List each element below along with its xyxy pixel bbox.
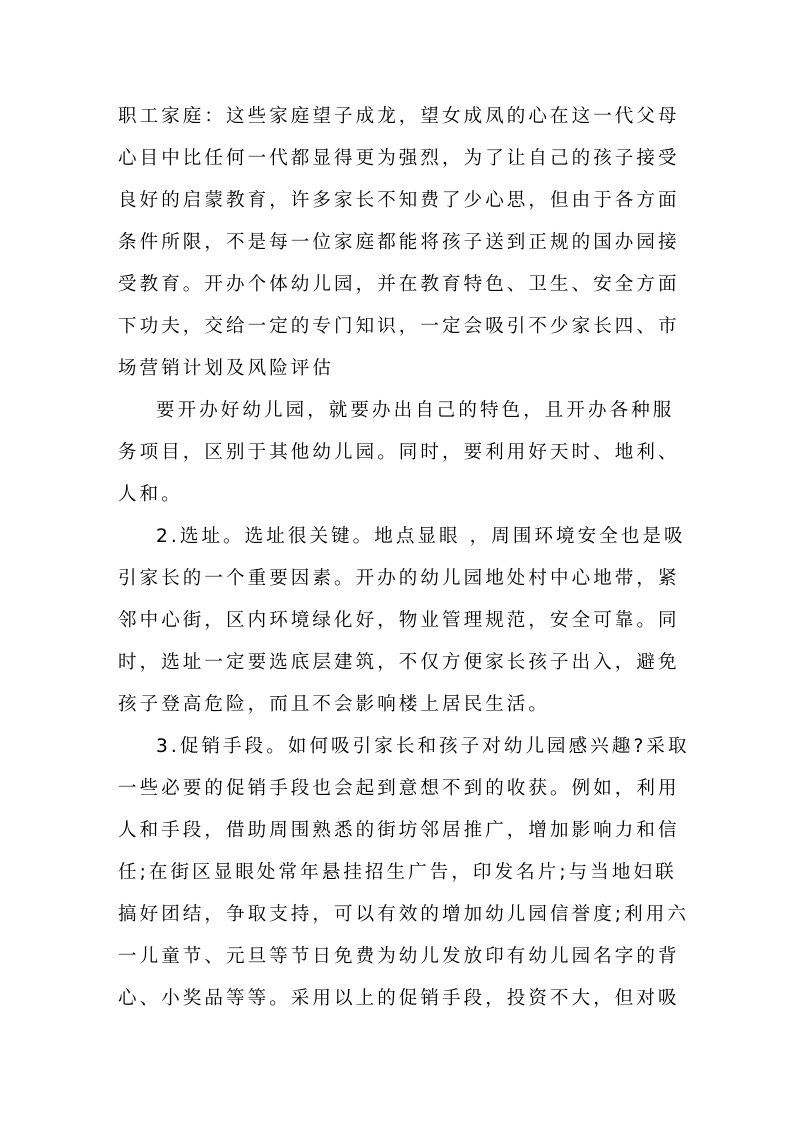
paragraph-start-line: 2.选址。选址很关键。地点显眼 ，周围环境安全也是吸: [156, 526, 686, 547]
text-line: 心目中比任何一代都显得更为强烈，为了让自己的孩子接受: [118, 148, 680, 169]
text-line: 条件所限，不是每一位家庭都能将孩子送到正规的国办园接: [118, 232, 680, 253]
text-line: 孩子登高危险，而且不会影响楼上居民生活。: [118, 694, 551, 715]
text-line: 一些必要的促销手段也会起到意想不到的收获。例如，利用: [118, 778, 680, 799]
text-line: 下功夫，交给一定的专门知识，一定会吸引不少家长四、市: [118, 316, 680, 337]
text-line: 人和手段，借助周围熟悉的街坊邻居推广，增加影响力和信: [118, 820, 680, 841]
text-line: 心、小奖品等等。采用以上的促销手段，投资不大，但对吸: [118, 988, 680, 1009]
text-line: 搞好团结，争取支持，可以有效的增加幼儿园信誉度;利用六: [118, 904, 689, 925]
text-line: 务项目，区别于其他幼儿园。同时，要利用好天时、地利、: [118, 442, 680, 463]
text-line: 受教育。开办个体幼儿园，并在教育特色、卫生、安全方面: [118, 274, 680, 295]
paragraph-start-line: 3.促销手段。如何吸引家长和孩子对幼儿园感兴趣?采取: [156, 736, 690, 757]
document-body: [118, 96, 690, 1020]
text-line: 场营销计划及风险评估: [118, 358, 335, 379]
text-line: 人和。: [118, 484, 183, 505]
text-line: 任;在街区显眼处常年悬挂招生广告，印发名片;与当地妇联: [118, 862, 677, 883]
text-line: 良好的启蒙教育，许多家长不知费了少心思，但由于各方面: [118, 190, 680, 211]
text-line: 邻中心街，区内环境绿化好，物业管理规范，安全可靠。同: [118, 610, 680, 631]
paragraph-start-line: 要开办好幼儿园，就要办出自己的特色，且开办各种服: [156, 400, 675, 421]
text-line: 时，选址一定要选底层建筑，不仅方便家长孩子出入，避免: [118, 652, 680, 673]
text-line: 一儿童节、元旦等节日免费为幼儿发放印有幼儿园名字的背: [118, 946, 680, 967]
text-line: 引家长的一个重要因素。开办的幼儿园地处村中心地带，紧: [118, 568, 680, 589]
text-line: 职工家庭：这些家庭望子成龙，望女成凤的心在这一代父母: [118, 106, 680, 127]
